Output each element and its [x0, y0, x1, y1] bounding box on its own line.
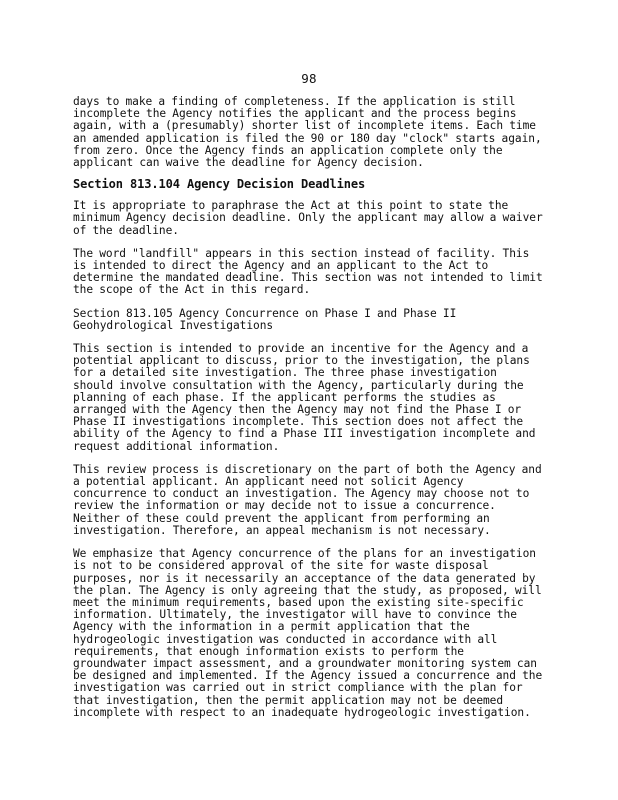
paragraph-concurrence-emphasis: We emphasize that Agency concurrence of the plans for an investigation is not to be considered approval of the site for waste disposal purposes, nor is it necessarily an acceptance of the data generated by the plan. The Agency is only agreeing that the study, as proposed, will meet the minimum requirements, based upon the existing site-specific information. Ultimately, the investigator will have to convince the Agency with the information in a permit application that the hydrogeologic investigation was conducted in accordance with all requirements, that enough information exists to perform the groundwater impact assessment, and a groundwater monitoring system can be designed and implemented. If the Agency issued a concurrence and the investigation was carried out in strict compliance with the plan for that investigation, then the permit application may not be deemed incomplete with respect to an inadequate hydrogeologic investigation.: [73, 547, 543, 719]
paragraph-decision-deadline: It is appropriate to paraphrase the Act at this point to state the minimum Agency decision deadline. Only the applicant may allow a waiver of the deadline.: [73, 199, 543, 237]
page-number: 98: [301, 71, 317, 86]
paragraph-completeness-process: days to make a finding of completeness. If the application is still incomplete the Agency notifies the applicant and the process begins again, with a (presumably) shorter list of incomplete items. Each time an amended application is filed the 90 or 180 day "clock" starts again, from zero. Once the Agency finds an application complete only the applicant can waive the deadline for Agency decision.: [73, 95, 542, 170]
section-heading-813-105: Section 813.105 Agency Concurrence on Phase I and Phase II Geohydrological Investigations: [73, 306, 457, 332]
paragraph-discretionary-review: This review process is discretionary on the part of both the Agency and a potential applicant. An applicant need not solicit Agency concurrence to conduct an investigation. The Agency may choose not to review the information or may decide not to issue a concurrence. Neither of these could prevent the applicant from performing an investigation. Therefore, an appeal mechanism is not necessary.: [73, 462, 542, 537]
section-heading-813-104: Section 813.104 Agency Decision Deadlines: [73, 177, 366, 192]
paragraph-incentive: This section is intended to provide an incentive for the Agency and a potential applicant to discuss, prior to the investigation, the plans for a detailed site investigation. The three phase investigation should involve consultation with the Agency, particularly during the planning of each phase. If the applicant performs the studies as arranged with the Agency then the Agency may not find the Phase I or Phase II investigations incomplete. This section does not affect the ability of the Agency to find a Phase III investigation incomplete and request additional information.: [73, 342, 536, 453]
paragraph-landfill-term: The word "landfill" appears in this section instead of facility. This is intended to direct the Agency and an applicant to the Act to determine the mandated deadline. This section was not intended to limit the scope of the Act in this regard.: [73, 246, 543, 297]
page-body: [73, 96, 543, 719]
